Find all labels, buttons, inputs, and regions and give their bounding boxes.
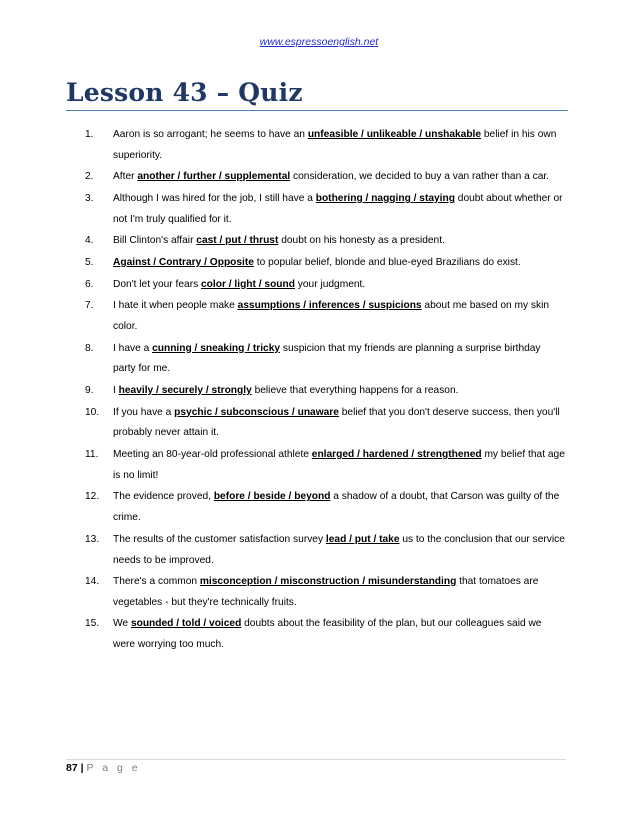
- question-text-before: Although I was hired for the job, I still have a: [113, 192, 316, 204]
- page-number: 87: [66, 762, 78, 774]
- title-underline-rule: [66, 110, 568, 111]
- quiz-item: [85, 189, 565, 231]
- question-text-before: The evidence proved,: [113, 491, 214, 503]
- quiz-item: [85, 296, 565, 338]
- question-text-after: about me based on my skin color.: [113, 300, 550, 332]
- answer-options: Against / Contrary / Opposite: [113, 256, 254, 268]
- question-text-after: suspicion that my friends are planning a surprise birthday party for me.: [113, 342, 541, 375]
- question-text-after: your judgment.: [294, 278, 366, 290]
- header-url-link[interactable]: www.espressoenglish.net: [259, 36, 379, 48]
- question-text-after: doubt about whether or not I'm truly qualified for it.: [113, 192, 563, 225]
- quiz-item: [85, 572, 565, 614]
- question-text-before: I: [113, 384, 119, 396]
- question-number: 3.: [85, 192, 94, 204]
- quiz-item: [85, 167, 565, 188]
- answer-options: sounded / told / voiced: [130, 618, 242, 630]
- question-text-after: us to the conclusion that our service needs to be improved.: [113, 533, 565, 566]
- answer-options: lead / put / take: [325, 533, 400, 545]
- question-text-after: doubts about the feasibility of the plan, but our colleagues said we were worrying too much.: [113, 618, 542, 651]
- quiz-item: [85, 530, 565, 572]
- question-text-after: belief that you don't deserve success, then you'll probably never attain it.: [113, 406, 560, 439]
- answer-options: cunning / sneaking / tricky: [152, 342, 281, 354]
- answer-options: heavily / securely / strongly: [118, 384, 252, 396]
- question-text-after: belief in his own superiority.: [113, 129, 557, 161]
- question-number: 15.: [85, 618, 100, 630]
- question-number: 9.: [85, 384, 94, 396]
- question-text-before: After: [113, 171, 138, 183]
- question-number: 2.: [85, 171, 94, 183]
- answer-options: another / further / supplemental: [137, 171, 291, 183]
- page-footer: [66, 762, 141, 774]
- question-number: 10.: [85, 406, 100, 418]
- answer-options: before / beside / beyond: [213, 491, 331, 503]
- quiz-item: [85, 339, 565, 381]
- answer-options: unfeasible / unlikeable / unshakable: [307, 129, 482, 140]
- question-number: 1.: [85, 129, 94, 140]
- answer-options: assumptions / inferences / suspicions: [237, 300, 422, 312]
- question-number: 13.: [85, 533, 100, 545]
- question-text-before: I hate it when people make: [113, 300, 238, 312]
- question-text-after: to popular belief, blonde and blue-eyed Brazilians do exist.: [253, 256, 521, 268]
- question-text-before: We: [113, 618, 131, 630]
- quiz-question-list: [85, 125, 565, 657]
- question-number: 4.: [85, 235, 94, 247]
- footer-divider: [66, 759, 566, 760]
- question-text-before: I have a: [113, 342, 153, 354]
- question-number: 11.: [85, 448, 99, 460]
- question-text-after: doubt on his honesty as a president.: [278, 235, 445, 247]
- lesson-title: Lesson 43 – Quiz: [66, 78, 303, 107]
- question-text-before: There's a common: [113, 576, 200, 588]
- footer-separator: |: [77, 762, 87, 774]
- quiz-item: [85, 381, 565, 402]
- answer-options: color / light / sound: [201, 278, 295, 290]
- quiz-item: [85, 231, 565, 252]
- question-number: 6.: [85, 278, 94, 290]
- quiz-item: [85, 253, 565, 274]
- answer-options: enlarged / hardened / strengthened: [311, 448, 482, 460]
- quiz-item: [85, 275, 565, 296]
- question-text-after: believe that everything happens for a reason.: [251, 384, 459, 396]
- question-text-after: a shadow of a doubt, that Carson was guilty of the crime.: [113, 491, 560, 524]
- answer-options: psychic / subconscious / unaware: [174, 406, 339, 418]
- answer-options: cast / put / thrust: [196, 235, 279, 247]
- answer-options: bothering / nagging / staying: [315, 192, 455, 204]
- question-text-before: Don't let your fears: [113, 278, 202, 290]
- question-number: 8.: [85, 342, 94, 354]
- question-number: 14.: [85, 576, 100, 588]
- question-text-before: If you have a: [113, 406, 175, 418]
- quiz-item: [85, 614, 565, 656]
- answer-options: misconception / misconstruction / misunderstanding: [199, 576, 457, 588]
- question-text-before: Aaron is so arrogant; he seems to have an: [113, 129, 308, 140]
- question-number: 12.: [85, 491, 100, 503]
- quiz-item: [85, 445, 565, 487]
- question-number: 5.: [85, 256, 94, 268]
- quiz-item: [85, 125, 565, 167]
- question-text-before: Bill Clinton's affair: [113, 235, 197, 247]
- question-number: 7.: [85, 300, 94, 312]
- question-text-after: that tomatoes are vegetables - but they're technically fruits.: [113, 576, 539, 608]
- page-label: P a g e: [86, 762, 141, 774]
- question-text-before: Meeting an 80-year-old professional athlete: [113, 448, 312, 460]
- question-text-after: my belief that age is no limit!: [113, 448, 565, 481]
- quiz-item: [85, 487, 565, 529]
- quiz-item: [85, 403, 565, 445]
- question-text-before: The results of the customer satisfaction survey: [113, 533, 326, 545]
- question-text-after: consideration, we decided to buy a van rather than a car.: [290, 171, 550, 183]
